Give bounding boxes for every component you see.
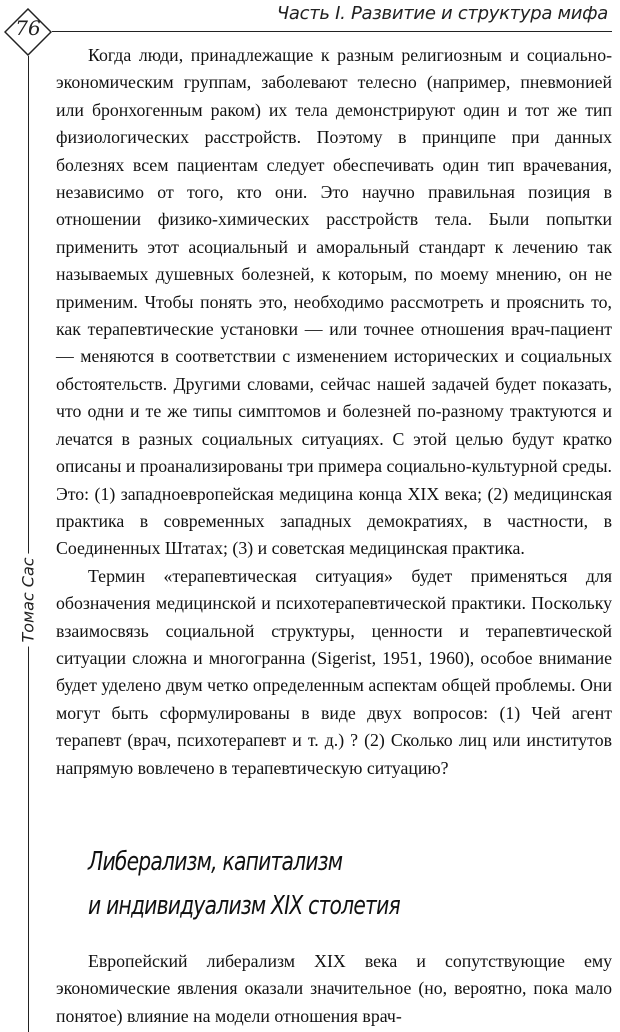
header-rule xyxy=(52,31,612,32)
closing-text xyxy=(56,948,612,1030)
paragraph-1: Когда люди, принадлежащие к разным религиозным и социально-экономическим группам, заболевают телесно (например, пневмонией или бронхогенным раком) их тела демонстрируют один и тот же тип физиологических расстройств. Поэтому в принципе при данных болезнях всем пациентам следует обеспечивать один тип врачевания, независимо от того, кто они. Это научно правильная позиция в отношении физико-химических расстройств тела. Были попытки применить этот асоциальный и аморальный стандарт к лечению так называемых душевных болезней, к которым, по моему мнению, он не применим. Чтобы понять это, необходимо рассмотреть и прояснить то, как терапевтические установки — или точнее отношения врач-пациент — меняются в соответствии с изменением исторических и социальных обстоятельств. Другими словами, сейчас нашей задачей будет показать, что одни и те же типы симптомов и болезней по-разному трактуются и лечатся в разных социальных ситуациях. С этой целью будут кратко описаны и проанализированы три примера социально-культурной среды. Это: (1) западноевропейская медицина конца XIX века; (2) медицинская практика в современных западных демократиях, в частности, в Соединенных Штатах; (3) и советская медицинская практика. xyxy=(56,45,612,559)
paragraph-2: Термин «терапевтическая ситуация» будет применяться для обозначения медицинской и психотерапевтической практики. Поскольку взаимосвязь социальной структуры, ценности и терапевтической ситуации сложна и многогранна (Sigerist, 1951, 1960), особое внимание будет уделено двум четко определенным аспектам общей проблемы. Они могут быть сформулированы в виде двух вопросов: (1) Чей агент терапевт (врач, психотерапевт и т. д.) ? (2) Сколько лиц или институтов напрямую вовлечено в терапевтическую ситуацию? xyxy=(56,565,612,778)
running-header: Часть I. Развитие и структура мифа xyxy=(276,3,608,24)
main-text xyxy=(56,42,612,782)
paragraph-3: Европейский либерализм XIX века и сопутствующие ему экономические явления оказали значительное (но, вероятно, пока мало понятое) влияние на модели отношения врач- xyxy=(56,951,612,1026)
section-heading-line-2: и индивидуализм XIX столетия xyxy=(88,891,400,921)
section-heading-line-1: Либерализм, капитализм xyxy=(88,847,343,877)
section-heading xyxy=(88,840,478,928)
page-number: 76 xyxy=(15,16,41,40)
side-author xyxy=(15,557,41,643)
side-rule xyxy=(28,56,29,1032)
side-author-label: Томас Сас xyxy=(19,553,38,646)
